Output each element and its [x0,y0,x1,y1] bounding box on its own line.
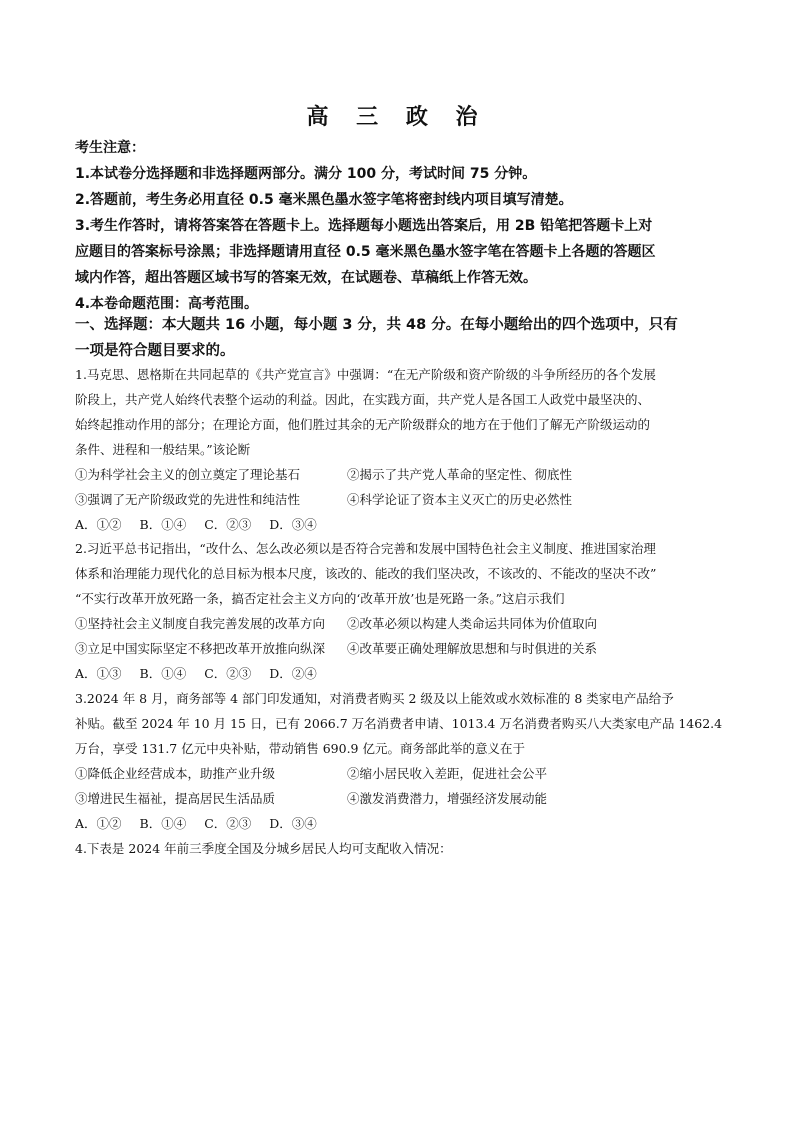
notice-line: 应题目的答案标号涂黑；非选择题请用直径 0.5 毫米黑色墨水签字笔在答题卡上各题的答题区 [75,244,656,260]
question-2 [75,536,725,686]
option-row [75,611,725,636]
option-row [75,462,725,487]
answer-choice-a[interactable]: A．①② [75,517,122,532]
answer-choices [75,811,725,836]
notice-line: 4.本卷命题范围：高考范围。 [75,296,259,312]
answer-choice-b[interactable]: B．①④ [139,816,187,831]
option-row [75,487,725,512]
option: ①坚持社会主义制度自我完善发展的改革方向 [75,616,326,631]
question-text-line: 1.马克思、恩格斯在共同起草的《共产党宣言》中强调：“在无产阶级和资产阶级的斗争所经历的各个发展 [75,367,656,382]
answer-choice-d[interactable]: D．③④ [269,517,317,532]
answer-choices [75,512,725,537]
section-heading-line: 一、选择题：本大题共 16 小题，每小题 3 分，共 48 分。在每小题给出的四个选项中，只有 [75,317,678,333]
option: ④科学论证了资本主义灭亡的历史必然性 [347,492,573,507]
option: ④改革要正确处理解放思想和与时俱进的关系 [347,641,598,656]
section-heading [75,312,725,364]
option: ①为科学社会主义的创立奠定了理论基石 [75,467,301,482]
notice-line: 1.本试卷分选择题和非选择题两部分。满分 100 分，考试时间 75 分钟。 [75,166,537,182]
question-text-line: “不实行改革开放死路一条，搞否定社会主义方向的‘改革开放’也是死路一条。”这启示我们 [75,591,565,606]
option: ①降低企业经营成本，助推产业升级 [75,766,276,781]
option-row [75,786,725,811]
notice-line: 3.考生作答时，请将答案答在答题卡上。选择题每小题选出答案后，用 2B 铅笔把答题卡上对 [75,218,653,234]
question-text-line: 条件、进程和一般结果。”该论断 [75,442,251,457]
question-text-line: 始终起推动作用的部分；在理论方面，他们胜过其余的无产阶级群众的地方在于他们了解无产阶级运动的 [75,417,651,432]
option-row [75,761,725,786]
answer-choice-b[interactable]: B．①④ [139,666,187,681]
question-text-line: 万台，享受 131.7 亿元中央补贴，带动销售 690.9 亿元。商务部此举的意义在于 [75,741,525,756]
notice-block [75,135,725,317]
question-3 [75,686,725,836]
option-row [75,636,725,661]
answer-choice-d[interactable]: D．②④ [269,666,317,681]
option: ②缩小居民收入差距，促进社会公平 [347,766,548,781]
answer-choice-d[interactable]: D．③④ [269,816,317,831]
question-4 [75,836,725,861]
section-heading-line: 一项是符合题目要求的。 [75,343,235,359]
notice-line: 2.答题前，考生务必用直径 0.5 毫米黑色墨水签字笔将密封线内项目填写清楚。 [75,192,573,208]
question-text-line: 4.下表是 2024 年前三季度全国及分城乡居民人均可支配收入情况： [75,841,452,856]
question-1 [75,362,725,537]
option: ③增进民生福祉，提高居民生活品质 [75,791,276,806]
answer-choice-b[interactable]: B．①④ [139,517,187,532]
question-text-line: 补贴。截至 2024 年 10 月 15 日，已有 2066.7 万名消费者申请、1013.4 万名消费者购买八大类家电产品 1462.4 [75,716,723,731]
option: ③立足中国实际坚定不移把改革开放推向纵深 [75,641,326,656]
page-title: 高 三 政 治 [306,105,488,130]
option: ②改革必须以构建人类命运共同体为价值取向 [347,616,598,631]
answer-choice-a[interactable]: A．①② [75,816,122,831]
question-text-line: 阶段上，共产党人始终代表整个运动的利益。因此，在实践方面，共产党人是各国工人政党中最坚决的、 [75,392,651,407]
option: ④激发消费潜力，增强经济发展动能 [347,791,548,806]
option: ②揭示了共产党人革命的坚定性、彻底性 [347,467,573,482]
question-text-line: 3.2024 年 8 月，商务部等 4 部门印发通知，对消费者购买 2 级及以上能效或水效标准的 8 类家电产品给予 [75,691,674,706]
option: ③强调了无产阶级政党的先进性和纯洁性 [75,492,301,507]
notice-line: 域内作答，超出答题区域书写的答案无效，在试题卷、草稿纸上作答无效。 [75,270,537,286]
answer-choice-c[interactable]: C．②③ [204,666,252,681]
notice-heading: 考生注意： [75,140,145,156]
answer-choices [75,661,725,686]
answer-choice-c[interactable]: C．②③ [204,517,252,532]
question-text-line: 体系和治理能力现代化的总目标为根本尺度，该改的、能改的我们坚决改，不该改的、不能改的坚决不改” [75,566,657,581]
answer-choice-a[interactable]: A．①③ [75,666,122,681]
answer-choice-c[interactable]: C．②③ [204,816,252,831]
question-text-line: 2.习近平总书记指出，“改什么、怎么改必须以是否符合完善和发展中国特色社会主义制度、推进国家治理 [75,541,656,556]
